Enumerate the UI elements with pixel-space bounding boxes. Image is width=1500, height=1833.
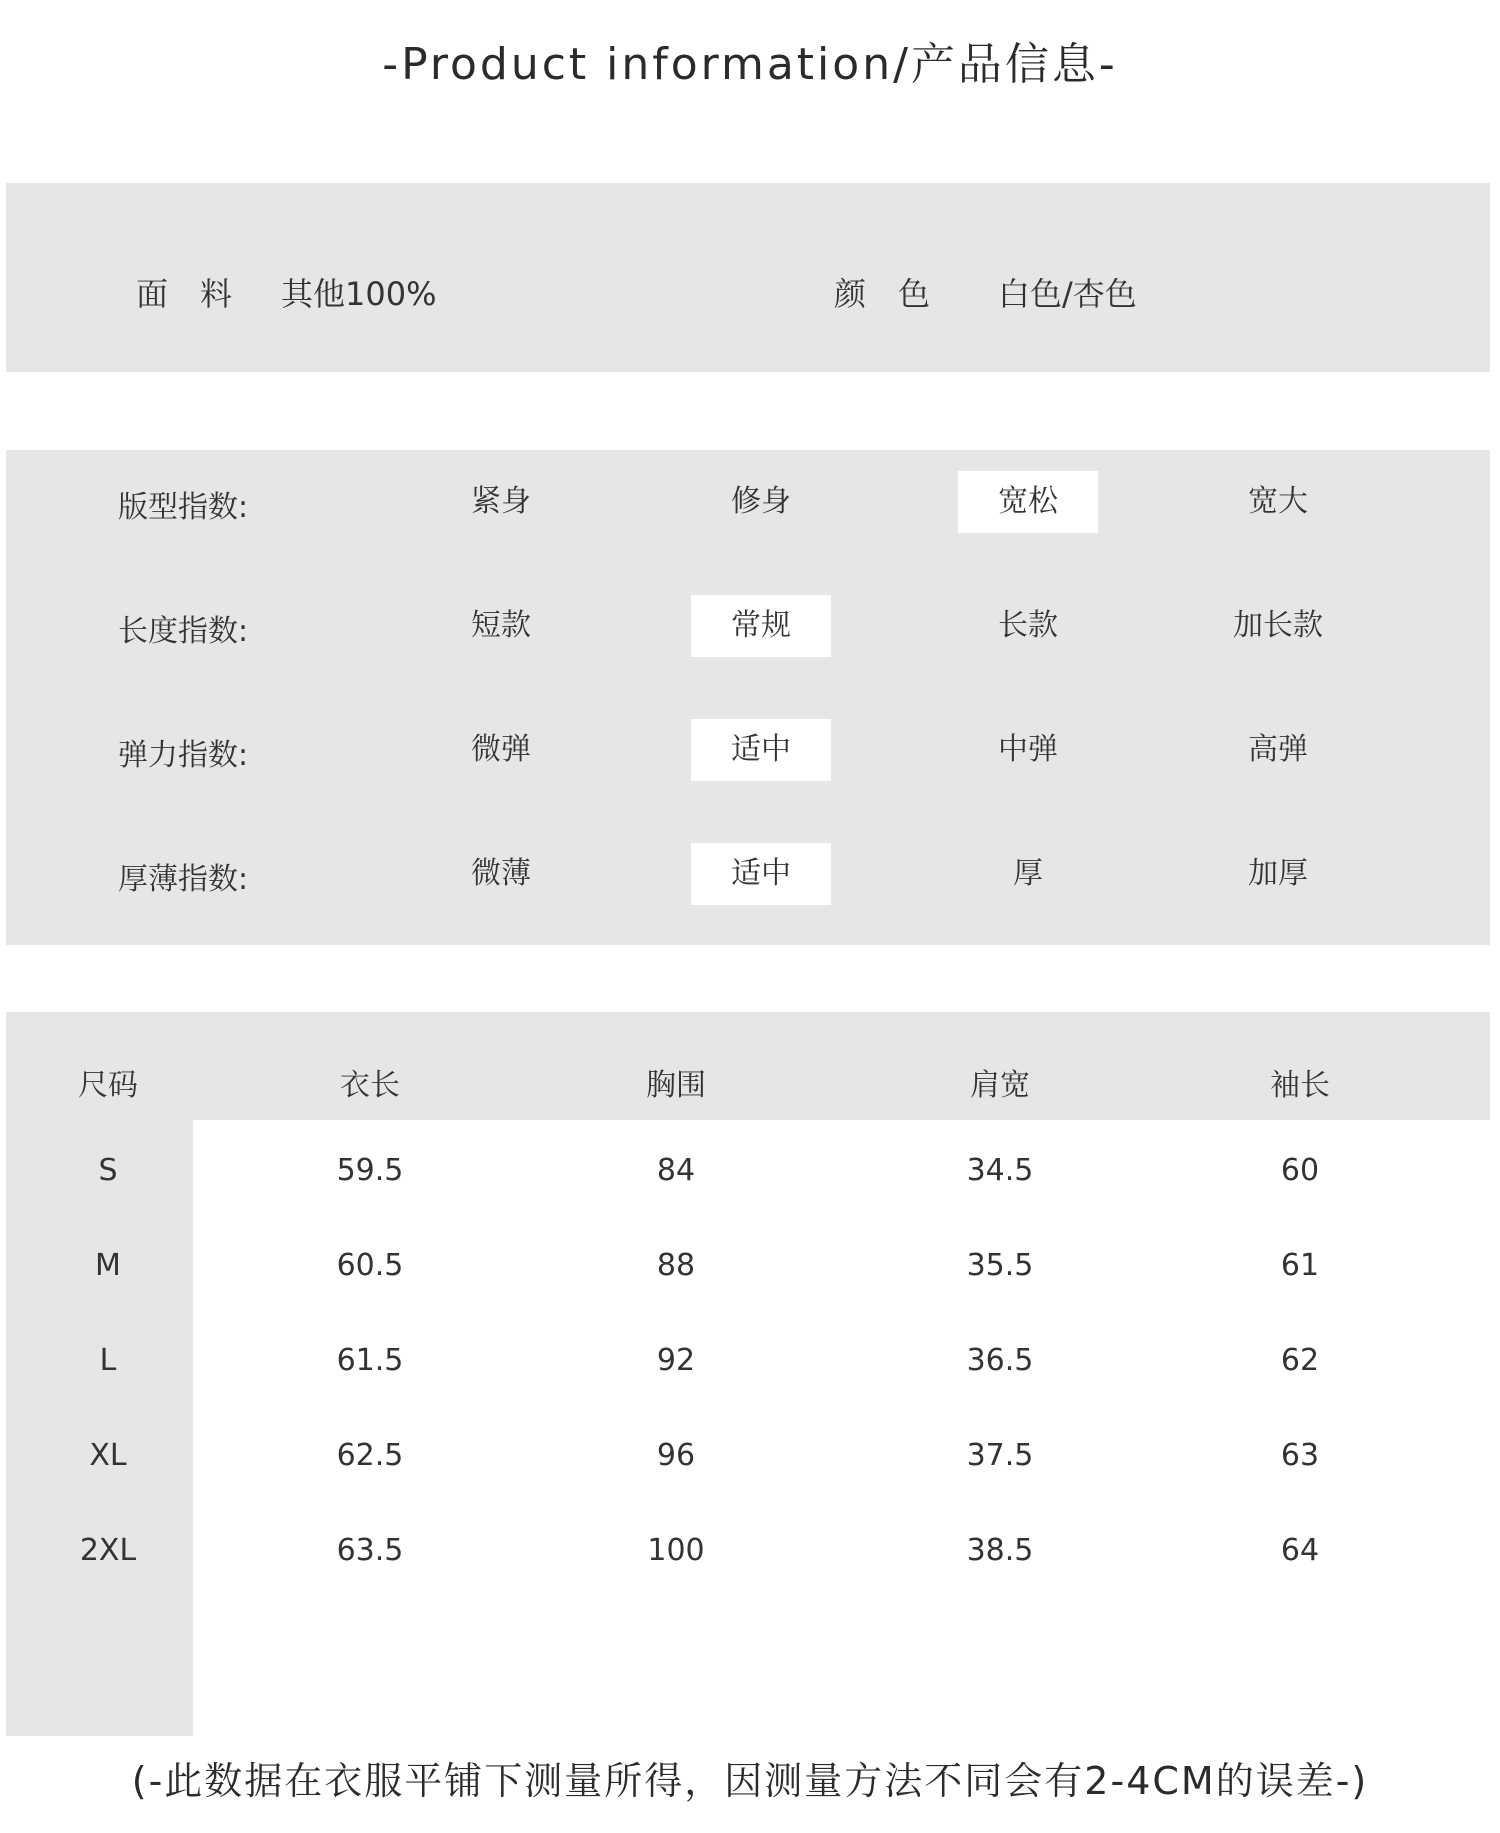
index-label: 长度指数: (118, 614, 249, 649)
size-table-cell: 60.5 (336, 1248, 404, 1283)
size-label: M (95, 1248, 121, 1283)
measurement-note: (-此数据在衣服平铺下测量所得，因测量方法不同会有2-4CM的误差-) (131, 1759, 1369, 1803)
size-table-cell: 37.5 (966, 1438, 1034, 1473)
size-table-header: 尺码 (78, 1068, 138, 1103)
size-label: L (99, 1343, 117, 1378)
size-table-cell: 100 (647, 1533, 705, 1568)
index-option-selected: 常规 (691, 595, 831, 657)
index-option: 修身 (731, 484, 791, 519)
index-option-selected: 适中 (691, 843, 831, 905)
index-option: 厚 (1013, 856, 1043, 891)
size-table-cell: 84 (656, 1153, 696, 1188)
size-table-cell: 63.5 (336, 1533, 404, 1568)
size-table-cell: 92 (656, 1343, 696, 1378)
size-table-cell: 34.5 (966, 1153, 1034, 1188)
index-option: 中弹 (998, 732, 1058, 767)
index-option-selected: 适中 (691, 719, 831, 781)
size-table-cell: 63 (1280, 1438, 1320, 1473)
size-table-cell: 60 (1280, 1153, 1320, 1188)
index-option: 微薄 (471, 856, 531, 891)
size-table-cell: 62.5 (336, 1438, 404, 1473)
index-option: 加长款 (1233, 608, 1323, 643)
index-option: 短款 (471, 608, 531, 643)
size-table-header: 胸围 (646, 1068, 706, 1103)
index-label: 厚薄指数: (118, 862, 249, 897)
indices-panel (6, 450, 1490, 945)
size-table-cell: 36.5 (966, 1343, 1034, 1378)
size-table-cell: 88 (656, 1248, 696, 1283)
size-label: XL (89, 1438, 127, 1473)
size-label: S (98, 1153, 118, 1188)
materials-panel (6, 183, 1490, 372)
size-label: 2XL (79, 1533, 137, 1568)
index-option: 微弹 (471, 732, 531, 767)
index-option-selected: 宽松 (958, 471, 1098, 533)
size-table-cell: 38.5 (966, 1533, 1034, 1568)
size-table-header: 肩宽 (970, 1068, 1030, 1103)
size-table-cell: 64 (1280, 1533, 1320, 1568)
index-option: 加厚 (1248, 856, 1308, 891)
index-option: 紧身 (471, 484, 531, 519)
size-table-cell: 35.5 (966, 1248, 1034, 1283)
fabric-value: 其他100% (281, 275, 437, 313)
index-option: 宽大 (1248, 484, 1308, 519)
size-table-cell: 59.5 (336, 1153, 404, 1188)
color-value: 白色/杏色 (998, 275, 1137, 313)
fabric-label: 面 料 (136, 275, 233, 313)
size-table-cell: 96 (656, 1438, 696, 1473)
index-label: 弹力指数: (118, 738, 249, 773)
size-table-cell: 61.5 (336, 1343, 404, 1378)
index-option: 长款 (998, 608, 1058, 643)
size-table-cell: 62 (1280, 1343, 1320, 1378)
color-label: 颜 色 (834, 275, 931, 313)
size-table-cell: 61 (1280, 1248, 1320, 1283)
page-title: -Product information/产品信息- (382, 39, 1118, 90)
size-table-header: 衣长 (340, 1068, 400, 1103)
index-label: 版型指数: (118, 490, 249, 525)
size-table-header: 袖长 (1270, 1068, 1330, 1103)
index-option: 高弹 (1248, 732, 1308, 767)
